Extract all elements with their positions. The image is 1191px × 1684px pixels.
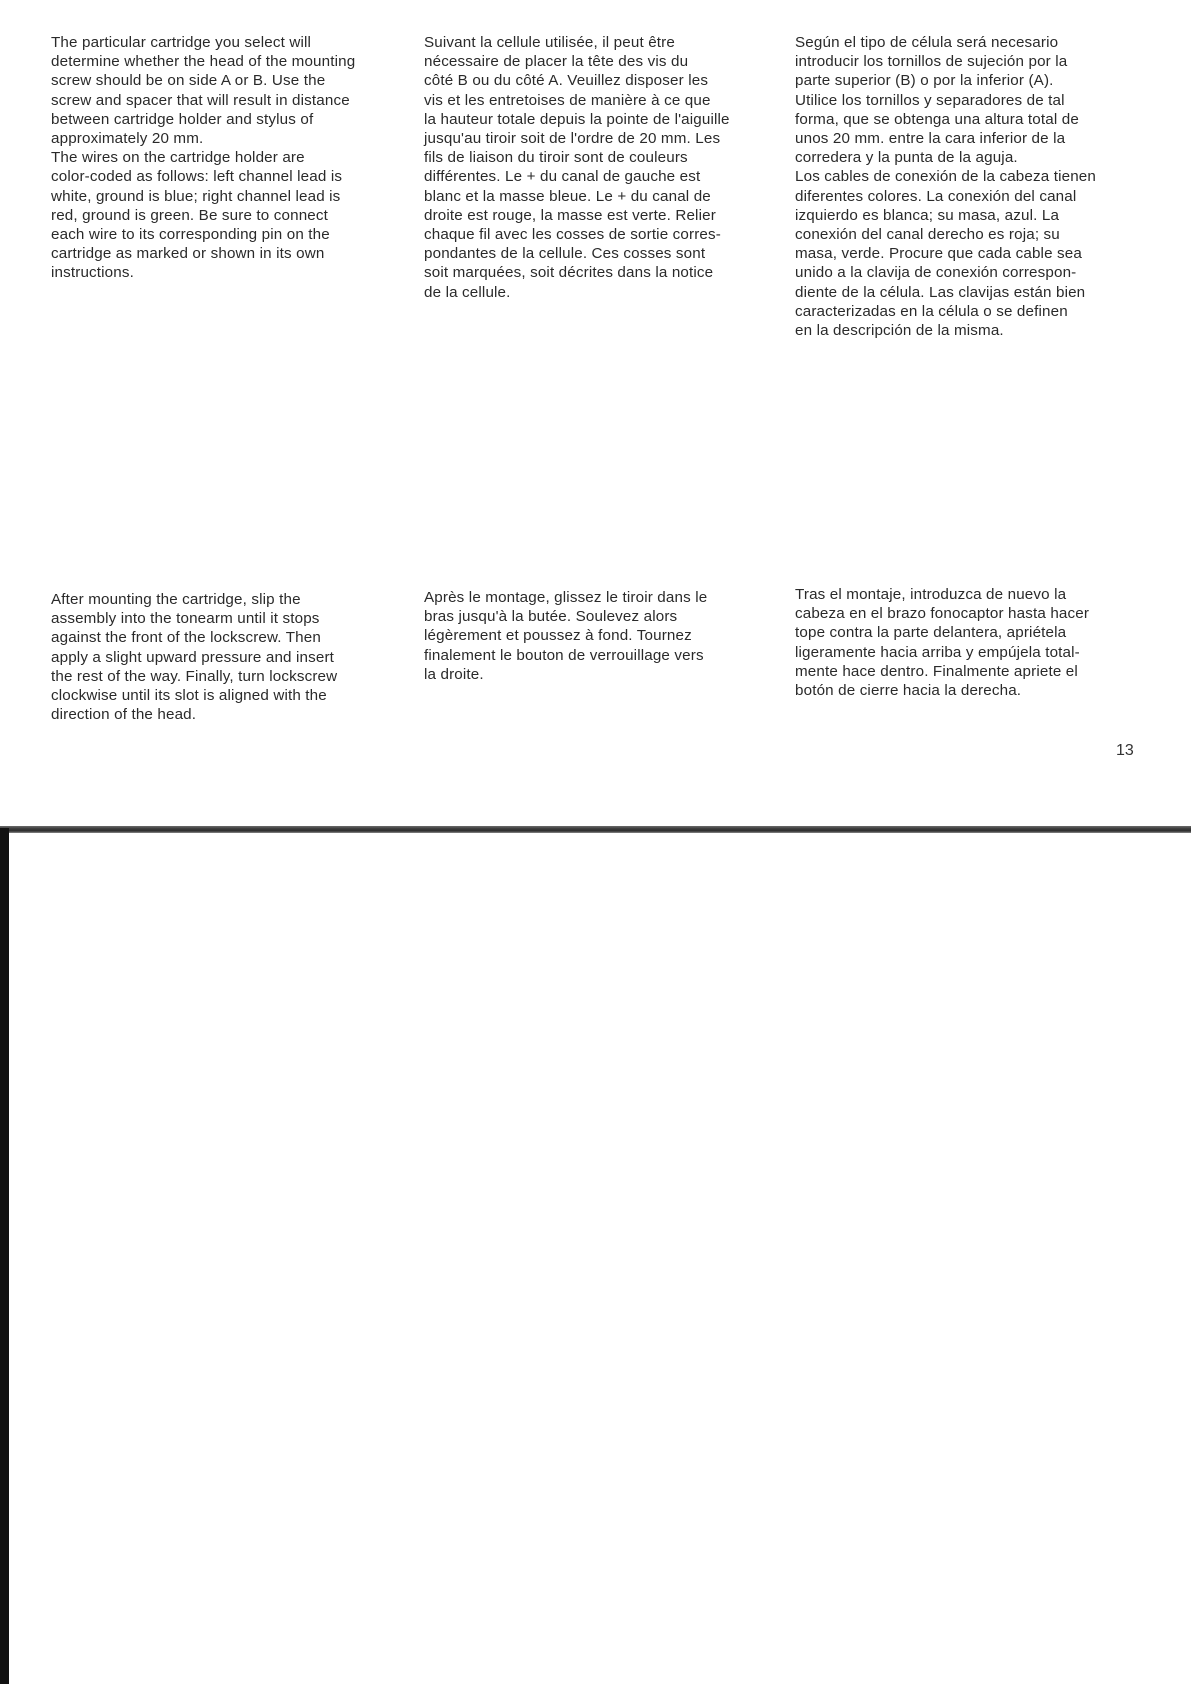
english-instructions-mounting: After mounting the cartridge, slip the assembly into the tonearm until it stops against the front of the lockscrew. Then apply a slight upward pressure and insert the rest of the way. Finally, turn lockscrew clockwise until its slot is aligned with the direction of the head. bbox=[51, 591, 338, 724]
spanish-instructions-wiring: Según el tipo de célula será necesario introducir los tornillos de sujeción por la parte superior (B) o por la inferior (A). Utilice los tornillos y separadores de tal forma, que se obtenga una altura total de unos 20 mm. entre la cara inferior de la corredera y la punta de la aguja. Los cables de conexión de la cabeza tienen diferentes colores. La conexión del canal izquierdo es blanca; su masa, azul. La conexión del canal derecho es roja; su masa, verde. Procure que cada cable sea unido a la clavija de conexión correspon- diente de la célula. Las clavijas están bien caracterizadas en la célula o se definen en la descripción de la misma. bbox=[795, 34, 1096, 340]
english-instructions-wiring: The particular cartridge you select will determine whether the head of the mounting screw should be on side A or B. Use the screw and spacer that will result in distance between cartridge holder and stylus of approximately 20 mm. The wires on the cartridge holder are color-coded as follows: left channel lead is white, ground is blue; right channel lead is red, ground is green. Be sure to connect each wire to its corresponding pin on the cartridge as marked or shown in its own instructions. bbox=[51, 34, 356, 282]
blank-facing-page bbox=[0, 833, 1191, 1684]
french-instructions-mounting: Après le montage, glissez le tiroir dans le bras jusqu'à la butée. Soulevez alors légèrement et poussez à fond. Tournez finalement le bouton de verrouillage vers la droite. bbox=[424, 589, 708, 683]
spanish-instructions-mounting: Tras el montaje, introduzca de nuevo la cabeza en el brazo fonocaptor hasta hacer tope contra la parte delantera, apriétela ligeramente hacia arriba y empújela total- mente hace dentro. Finalmente apriete el botón de cierre hacia la derecha. bbox=[795, 586, 1090, 700]
scan-edge-shadow bbox=[0, 828, 9, 1684]
french-instructions-wiring: Suivant la cellule utilisée, il peut être nécessaire de placer la tête des vis du côté B ou du côté A. Veuillez disposer les vis et les entretoises de manière à ce que la hauteur totale depuis la pointe de l'aiguille jusqu'au tiroir soit de l'ordre de 20 mm. Les fils de liaison du tiroir sont de couleurs différentes. Le + du canal de gauche est blanc et la masse bleue. Le + du canal de droite est rouge, la masse est verte. Relier chaque fil avec les cosses de sortie corres- pondantes de la cellule. Ces cosses sont soit marquées, soit décrites dans la notice de la cellule. bbox=[424, 34, 730, 301]
page-divider bbox=[0, 826, 1191, 833]
page-number: 13 bbox=[1116, 742, 1134, 759]
